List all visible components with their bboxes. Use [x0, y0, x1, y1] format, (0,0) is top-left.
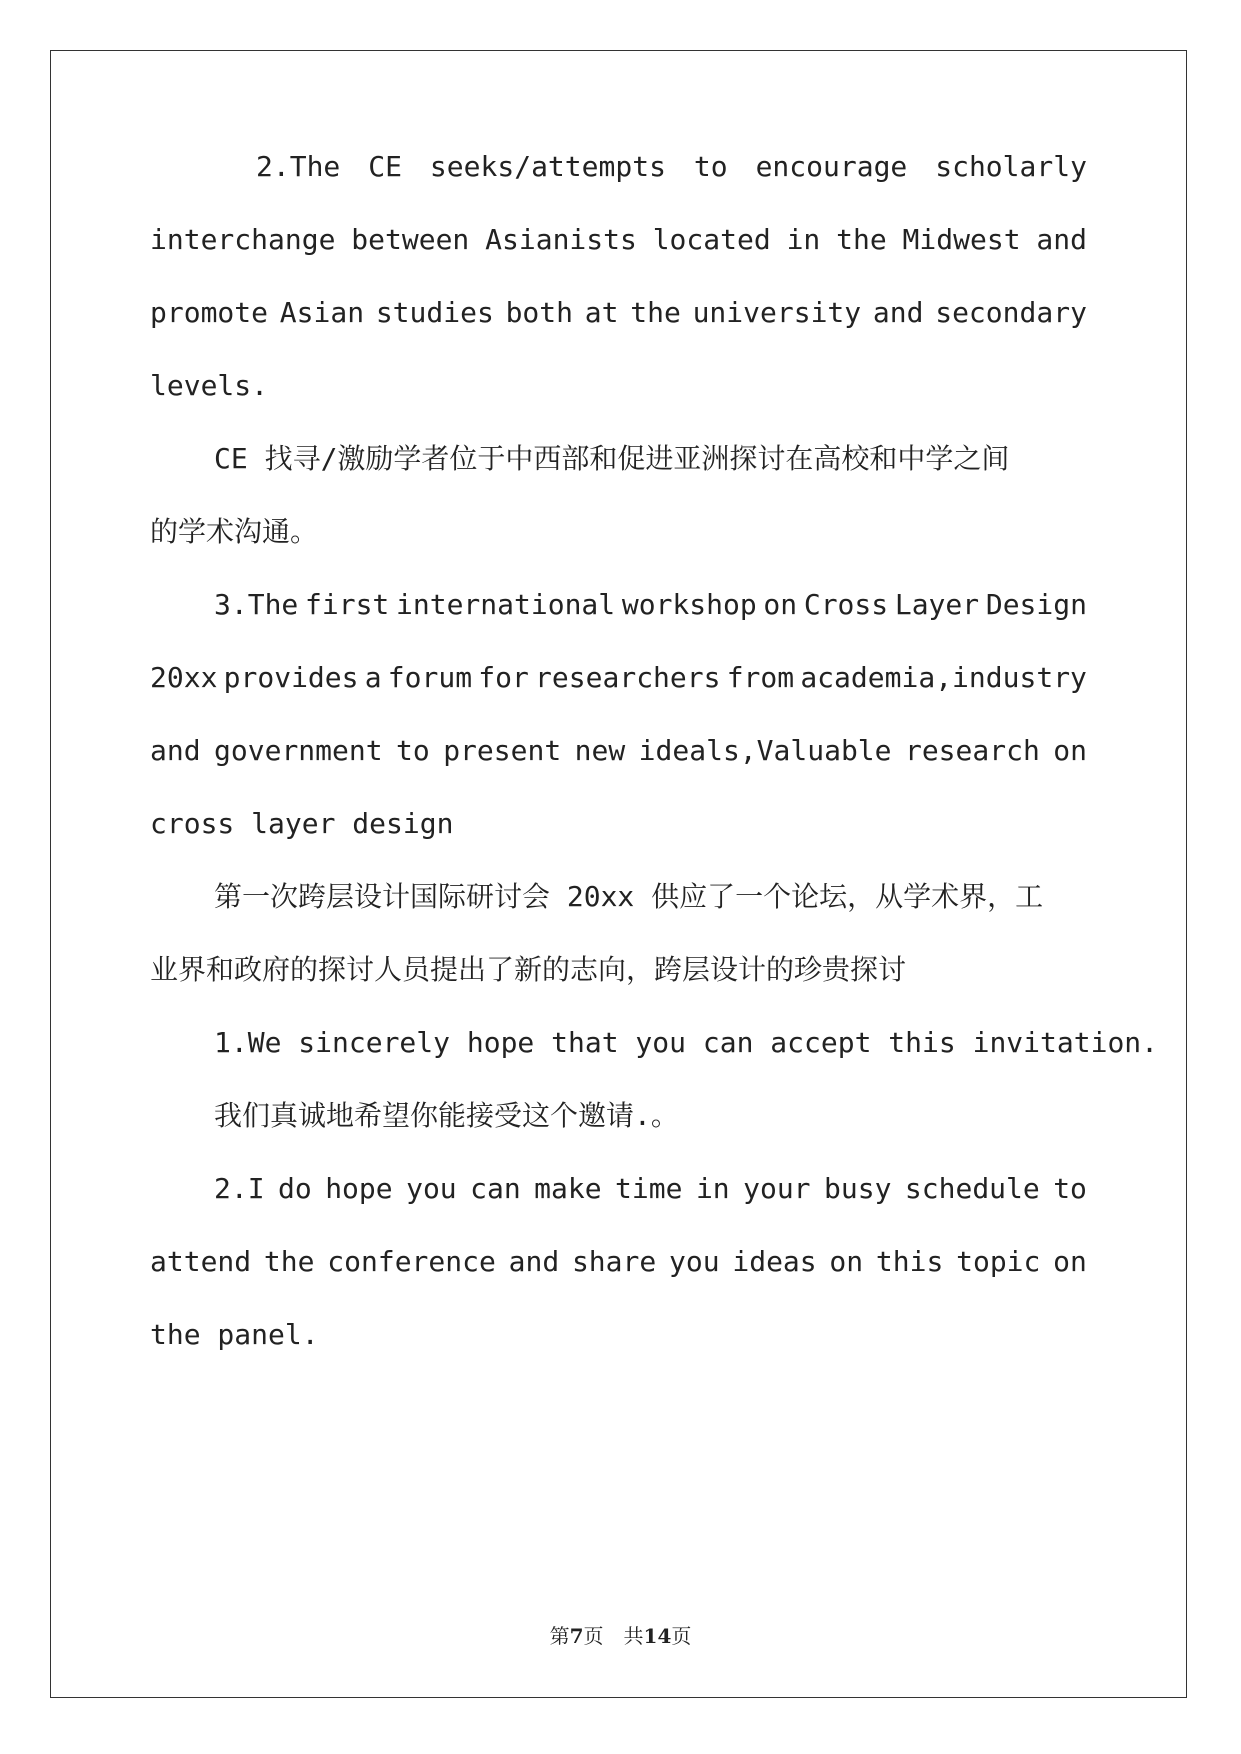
footer-prefix: 第 — [549, 1624, 570, 1648]
text-line: 业界和政府的探讨人员提出了新的志向，跨层设计的珍贵探讨 — [150, 953, 907, 986]
word: 2.The — [256, 150, 341, 183]
word: research — [904, 734, 1040, 767]
word: this — [875, 1245, 944, 1278]
word: on — [829, 1245, 864, 1278]
text-line: CE 找寻/激励学者位于中西部和促进亚洲探讨在高校和中学之间 — [214, 442, 1010, 475]
word: both — [505, 296, 574, 329]
word: government — [214, 734, 383, 767]
text-line — [214, 1167, 1087, 1211]
word: academia,industry — [800, 661, 1087, 694]
word: scholarly — [935, 150, 1087, 183]
word: busy — [824, 1172, 892, 1205]
word: ideals,Valuable — [638, 734, 892, 767]
text-line: 第一次跨层设计国际研讨会 20xx 供应了一个论坛，从学术界，工 — [214, 880, 1044, 913]
word: present — [443, 734, 562, 767]
word: from — [726, 661, 795, 694]
word: in — [786, 223, 821, 256]
word: conference — [327, 1245, 496, 1278]
text-line — [150, 218, 1087, 262]
word: hope — [325, 1172, 393, 1205]
word: and — [508, 1245, 560, 1278]
word: schedule — [904, 1172, 1040, 1205]
word: time — [615, 1172, 683, 1205]
word: secondary — [935, 296, 1087, 329]
word: 3.The — [214, 588, 299, 621]
word: workshop — [621, 588, 757, 621]
word: and — [150, 734, 201, 767]
footer-mid: 页 共 — [583, 1624, 644, 1648]
word: topic — [956, 1245, 1041, 1278]
current-page-number: 7 — [569, 1624, 584, 1648]
text-line — [150, 656, 1087, 700]
word: the — [263, 1245, 315, 1278]
word: Design — [985, 588, 1087, 621]
word: seeks/attempts — [429, 150, 666, 183]
word: Asian — [279, 296, 365, 329]
text-line: cross layer design — [150, 807, 454, 840]
text-line — [150, 291, 1087, 335]
word: in — [695, 1172, 730, 1205]
word: your — [743, 1172, 811, 1205]
text-line: 我们真诚地希望你能接受这个邀请.。 — [214, 1099, 679, 1132]
word: for — [478, 661, 529, 694]
word: interchange — [150, 223, 336, 256]
word: first — [305, 588, 390, 621]
word: international — [396, 588, 616, 621]
text-line: the panel. — [150, 1318, 319, 1351]
word: Cross — [803, 588, 889, 621]
word: the — [836, 223, 887, 256]
text-line: 1.We sincerely hope that you can accept this invitation. — [214, 1026, 1159, 1059]
word: located — [652, 223, 771, 256]
word: encourage — [755, 150, 908, 183]
word: new — [574, 734, 626, 767]
word: Asianists — [485, 223, 637, 256]
word: can — [470, 1172, 521, 1205]
text-line — [150, 1240, 1087, 1284]
word: make — [534, 1172, 602, 1205]
text-line — [256, 145, 1087, 189]
word: forum — [387, 661, 473, 694]
footer-suffix: 页 — [671, 1624, 692, 1648]
word: Midwest — [902, 223, 1021, 256]
text-line — [150, 729, 1087, 773]
word: to — [693, 150, 728, 183]
word: you — [669, 1245, 720, 1278]
total-page-count: 14 — [643, 1624, 672, 1648]
word: on — [763, 588, 798, 621]
word: and — [872, 296, 924, 329]
word: on — [1053, 1245, 1087, 1278]
word: 20xx — [150, 661, 218, 694]
word: attend — [150, 1245, 252, 1278]
word: share — [571, 1245, 657, 1278]
word: between — [351, 223, 470, 256]
word: researchers — [535, 661, 721, 694]
word: the — [630, 296, 681, 329]
word: studies — [375, 296, 494, 329]
word: university — [692, 296, 862, 329]
word: to — [1053, 1172, 1087, 1205]
word: promote — [150, 296, 269, 329]
text-line — [214, 583, 1087, 627]
word: a — [364, 661, 382, 694]
word: at — [584, 296, 619, 329]
word: and — [1036, 223, 1087, 256]
word: you — [406, 1172, 457, 1205]
word: Layer — [894, 588, 980, 621]
word: on — [1053, 734, 1087, 767]
text-line: 的学术沟通。 — [150, 515, 319, 548]
word: 2.I — [214, 1172, 265, 1205]
word: CE — [368, 150, 402, 183]
page-footer — [0, 1620, 1241, 1649]
word: to — [396, 734, 430, 767]
word: ideas — [732, 1245, 817, 1278]
text-line: levels. — [150, 369, 269, 402]
word: provides — [223, 661, 359, 694]
word: do — [278, 1172, 312, 1205]
